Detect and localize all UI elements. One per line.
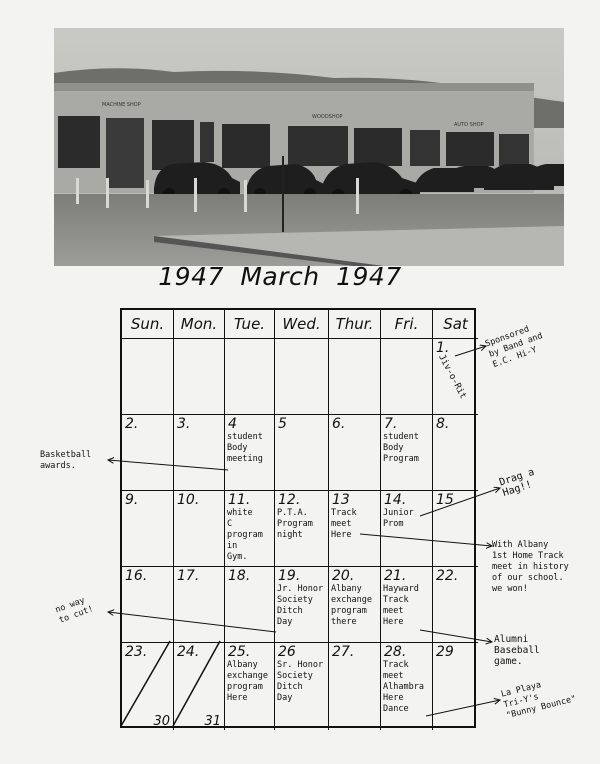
day-number: 4 xyxy=(228,416,237,432)
day-event: Albany exchange program Here xyxy=(227,660,268,703)
day-number: 17. xyxy=(177,568,200,584)
day-number: 21. xyxy=(384,568,407,584)
day-number: 27. xyxy=(332,644,355,660)
weekday-header: Thur. xyxy=(329,310,381,339)
arrow-drag xyxy=(420,488,500,516)
day-number: 2. xyxy=(125,416,139,432)
day-number: 14. xyxy=(384,492,407,508)
sign-auto-shop: AUTO SHOP xyxy=(454,122,484,128)
arrow-alumni xyxy=(420,630,492,642)
weekday-header: Sat xyxy=(433,310,478,339)
arrow-sponsored xyxy=(455,346,486,356)
day-number: 16. xyxy=(125,568,148,584)
title-year-right: 1947 xyxy=(336,262,402,291)
day-event: Junior Prom xyxy=(383,508,414,529)
arrow-la-playa xyxy=(426,700,500,716)
day-event: P.T.A. Program night xyxy=(277,508,313,540)
day-event: Albany exchange program there xyxy=(331,584,372,627)
day-number: 15 xyxy=(436,492,454,508)
day-number: 6. xyxy=(332,416,346,432)
day-number: 9. xyxy=(125,492,139,508)
note-albany-track: With Albany 1st Home Track meet in history of our school. we won! xyxy=(492,540,569,594)
note-drag-a-hag: Drag a Hag!! xyxy=(498,466,536,499)
sign-machine-shop: MACHINE SHOP xyxy=(102,102,141,108)
note-no-way-to-cut: no way to cut! xyxy=(54,595,95,626)
day-event: Sr. Honor Society Ditch Day xyxy=(277,660,324,703)
day-number: 18. xyxy=(228,568,251,584)
day-number: 26 xyxy=(278,644,296,660)
day-number: 13 xyxy=(332,492,350,508)
day-number-secondary: 31 xyxy=(204,714,221,729)
title-month: March xyxy=(240,262,320,291)
day-number-secondary: 30 xyxy=(153,714,170,729)
arrow-basketball xyxy=(108,460,228,470)
day-event: student Body Program xyxy=(383,432,419,464)
weekday-header: Wed. xyxy=(275,310,329,339)
day-event: Track meet Here xyxy=(331,508,357,540)
sign-woodshop: WOODSHOP xyxy=(312,114,343,120)
day-number: 29 xyxy=(436,644,454,660)
day-number: 25. xyxy=(228,644,251,660)
day-event: Jr. Honor Society Ditch Day xyxy=(277,584,324,627)
weekday-header: Tue. xyxy=(225,310,275,339)
day-number: 28. xyxy=(384,644,407,660)
arrow-no-way xyxy=(108,612,276,632)
day-number: 20. xyxy=(332,568,355,584)
day-number: 19. xyxy=(278,568,301,584)
note-basketball-awards: Basketball awards. xyxy=(40,450,92,471)
day-event: student Body meeting xyxy=(227,432,263,464)
day-number: 8. xyxy=(436,416,450,432)
day-event: Jiv-o-Rit xyxy=(436,353,468,401)
weekday-header: Sun. xyxy=(122,310,174,339)
split-line-23-30 xyxy=(121,641,170,726)
day-number: 22. xyxy=(436,568,459,584)
weekday-header: Mon. xyxy=(174,310,225,339)
title-year-left: 1947 xyxy=(158,262,224,291)
day-number: 10. xyxy=(177,492,200,508)
day-number: 5 xyxy=(278,416,287,432)
day-number: 12. xyxy=(278,492,301,508)
split-line-24-31 xyxy=(173,641,220,726)
day-number: 1. xyxy=(436,340,450,356)
day-number: 23. xyxy=(125,644,148,660)
day-number: 24. xyxy=(177,644,200,660)
day-event: Hayward Track meet Here xyxy=(383,584,419,627)
day-event: Track meet Alhambra Here Dance xyxy=(383,660,424,714)
note-sponsored: Sponsored by Band and E.C. Hi-Y xyxy=(484,324,545,371)
day-event: white C program in Gym. xyxy=(227,508,263,562)
arrow-albany xyxy=(360,534,492,546)
note-la-playa: La Playa Tri-Y's "Bunny Bounce" xyxy=(500,680,578,722)
day-number: 11. xyxy=(228,492,251,508)
weekday-header: Fri. xyxy=(381,310,433,339)
day-number: 3. xyxy=(177,416,191,432)
day-number: 7. xyxy=(384,416,398,432)
note-alumni-baseball: Alumni Baseball game. xyxy=(494,634,540,667)
